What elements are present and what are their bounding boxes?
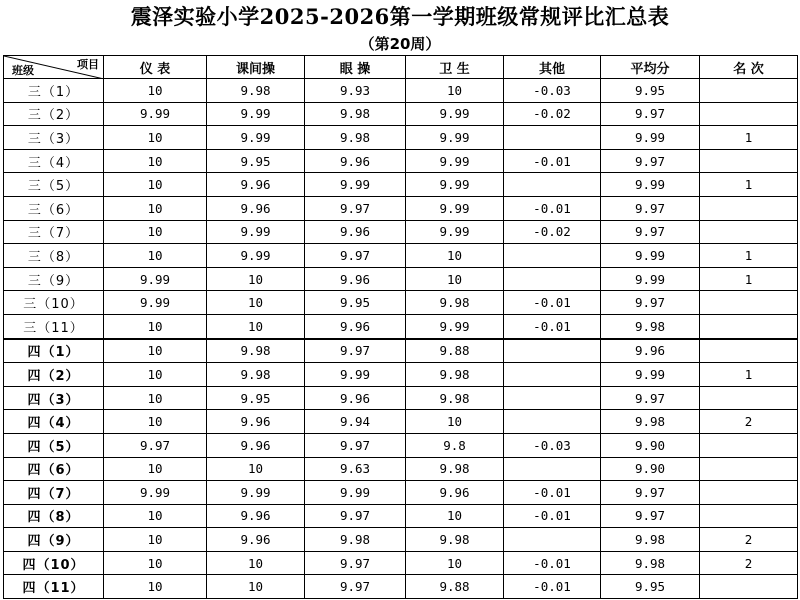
other-cell: -0.01 <box>504 314 601 338</box>
evaluation-table <box>3 55 798 599</box>
class-name-cell: 三（10） <box>4 291 104 315</box>
eye-exercise-cell: 9.97 <box>305 504 406 528</box>
column-header-hygiene: 卫 生 <box>406 56 504 79</box>
table-row <box>4 410 798 434</box>
other-cell <box>504 528 601 552</box>
rank-cell <box>700 481 798 505</box>
eye-exercise-cell: 9.99 <box>305 173 406 197</box>
table-row <box>4 149 798 173</box>
table-row <box>4 528 798 552</box>
rank-cell <box>700 102 798 126</box>
corner-header-cell <box>4 56 104 79</box>
table-row <box>4 314 798 338</box>
other-cell: -0.01 <box>504 149 601 173</box>
class-name-cell: 四（6） <box>4 457 104 481</box>
hygiene-cell: 10 <box>406 244 504 268</box>
rank-cell <box>700 457 798 481</box>
average-cell: 9.90 <box>601 457 700 481</box>
appearance-cell: 9.97 <box>104 433 207 457</box>
hygiene-cell: 10 <box>406 267 504 291</box>
appearance-cell: 10 <box>104 173 207 197</box>
rank-cell: 1 <box>700 173 798 197</box>
column-header-rank: 名 次 <box>700 56 798 79</box>
hygiene-cell: 9.98 <box>406 363 504 387</box>
hygiene-cell: 10 <box>406 551 504 575</box>
class-name-cell: 四（4） <box>4 410 104 434</box>
appearance-cell: 10 <box>104 504 207 528</box>
table-row <box>4 363 798 387</box>
table-row <box>4 481 798 505</box>
column-header-exercise: 课间操 <box>207 56 305 79</box>
other-cell <box>504 386 601 410</box>
eye-exercise-cell: 9.94 <box>305 410 406 434</box>
rank-cell: 2 <box>700 410 798 434</box>
table-row <box>4 457 798 481</box>
class-name-cell: 三（3） <box>4 126 104 150</box>
other-cell: -0.03 <box>504 433 601 457</box>
average-cell: 9.99 <box>601 363 700 387</box>
exercise-cell: 10 <box>207 551 305 575</box>
average-cell: 9.97 <box>601 504 700 528</box>
rank-cell <box>700 433 798 457</box>
exercise-cell: 9.99 <box>207 481 305 505</box>
average-cell: 9.99 <box>601 244 700 268</box>
exercise-cell: 9.98 <box>207 79 305 103</box>
hygiene-cell: 9.88 <box>406 575 504 599</box>
other-cell: -0.01 <box>504 551 601 575</box>
corner-class-label: 班级 <box>12 64 34 77</box>
appearance-cell: 10 <box>104 220 207 244</box>
exercise-cell: 10 <box>207 267 305 291</box>
eye-exercise-cell: 9.96 <box>305 149 406 173</box>
hygiene-cell: 9.99 <box>406 173 504 197</box>
average-cell: 9.97 <box>601 196 700 220</box>
week-subtitle: （第20周） <box>359 35 441 53</box>
eye-exercise-cell: 9.99 <box>305 363 406 387</box>
eye-exercise-cell: 9.96 <box>305 220 406 244</box>
exercise-cell: 9.96 <box>207 433 305 457</box>
other-cell <box>504 457 601 481</box>
class-name-cell: 三（9） <box>4 267 104 291</box>
exercise-cell: 10 <box>207 291 305 315</box>
rank-cell <box>700 314 798 338</box>
other-cell: -0.01 <box>504 504 601 528</box>
eye-exercise-cell: 9.97 <box>305 433 406 457</box>
class-name-cell: 三（4） <box>4 149 104 173</box>
average-cell: 9.90 <box>601 433 700 457</box>
appearance-cell: 10 <box>104 126 207 150</box>
column-header-eye-exercise: 眼 操 <box>305 56 406 79</box>
rank-cell <box>700 220 798 244</box>
other-cell: -0.01 <box>504 196 601 220</box>
hygiene-cell: 10 <box>406 410 504 434</box>
other-cell: -0.02 <box>504 102 601 126</box>
table-row <box>4 386 798 410</box>
class-name-cell: 三（1） <box>4 79 104 103</box>
class-name-cell: 四（11） <box>4 575 104 599</box>
eye-exercise-cell: 9.98 <box>305 102 406 126</box>
exercise-cell: 10 <box>207 314 305 338</box>
eye-exercise-cell: 9.97 <box>305 244 406 268</box>
appearance-cell: 9.99 <box>104 267 207 291</box>
exercise-cell: 9.96 <box>207 528 305 552</box>
exercise-cell: 9.99 <box>207 126 305 150</box>
class-name-cell: 三（6） <box>4 196 104 220</box>
exercise-cell: 9.96 <box>207 504 305 528</box>
average-cell: 9.98 <box>601 528 700 552</box>
appearance-cell: 10 <box>104 410 207 434</box>
page-title: 震泽实验小学2025-2026第一学期班级常规评比汇总表 <box>130 4 670 29</box>
eye-exercise-cell: 9.96 <box>305 267 406 291</box>
rank-cell: 1 <box>700 363 798 387</box>
exercise-cell: 9.96 <box>207 173 305 197</box>
appearance-cell: 10 <box>104 79 207 103</box>
hygiene-cell: 9.99 <box>406 102 504 126</box>
class-name-cell: 三（2） <box>4 102 104 126</box>
average-cell: 9.99 <box>601 173 700 197</box>
appearance-cell: 10 <box>104 314 207 338</box>
class-name-cell: 四（10） <box>4 551 104 575</box>
table-row <box>4 79 798 103</box>
class-name-cell: 三（7） <box>4 220 104 244</box>
rank-cell <box>700 291 798 315</box>
column-header-average: 平均分 <box>601 56 700 79</box>
eye-exercise-cell: 9.96 <box>305 386 406 410</box>
hygiene-cell: 9.88 <box>406 339 504 363</box>
exercise-cell: 9.98 <box>207 339 305 363</box>
class-name-cell: 四（8） <box>4 504 104 528</box>
rank-cell: 1 <box>700 126 798 150</box>
average-cell: 9.98 <box>601 551 700 575</box>
appearance-cell: 10 <box>104 149 207 173</box>
appearance-cell: 9.99 <box>104 291 207 315</box>
exercise-cell: 9.96 <box>207 410 305 434</box>
table-row <box>4 173 798 197</box>
class-name-cell: 三（11） <box>4 314 104 338</box>
average-cell: 9.97 <box>601 220 700 244</box>
average-cell: 9.99 <box>601 267 700 291</box>
eye-exercise-cell: 9.97 <box>305 339 406 363</box>
exercise-cell: 9.99 <box>207 102 305 126</box>
column-header-appearance: 仪 表 <box>104 56 207 79</box>
other-cell <box>504 173 601 197</box>
hygiene-cell: 9.99 <box>406 220 504 244</box>
other-cell <box>504 244 601 268</box>
exercise-cell: 9.96 <box>207 196 305 220</box>
rank-cell <box>700 149 798 173</box>
class-name-cell: 四（1） <box>4 339 104 363</box>
appearance-cell: 9.99 <box>104 481 207 505</box>
exercise-cell: 9.99 <box>207 244 305 268</box>
rank-cell: 2 <box>700 551 798 575</box>
exercise-cell: 10 <box>207 575 305 599</box>
other-cell <box>504 126 601 150</box>
exercise-cell: 10 <box>207 457 305 481</box>
appearance-cell: 10 <box>104 386 207 410</box>
table-row <box>4 220 798 244</box>
hygiene-cell: 10 <box>406 504 504 528</box>
average-cell: 9.95 <box>601 575 700 599</box>
appearance-cell: 10 <box>104 551 207 575</box>
table-row <box>4 267 798 291</box>
eye-exercise-cell: 9.96 <box>305 314 406 338</box>
eye-exercise-cell: 9.95 <box>305 291 406 315</box>
class-name-cell: 三（8） <box>4 244 104 268</box>
rank-cell <box>700 79 798 103</box>
appearance-cell: 10 <box>104 196 207 220</box>
appearance-cell: 10 <box>104 363 207 387</box>
class-name-cell: 四（5） <box>4 433 104 457</box>
hygiene-cell: 9.98 <box>406 528 504 552</box>
other-cell <box>504 339 601 363</box>
table-row <box>4 102 798 126</box>
hygiene-cell: 9.99 <box>406 149 504 173</box>
average-cell: 9.97 <box>601 291 700 315</box>
rank-cell <box>700 575 798 599</box>
class-name-cell: 四（3） <box>4 386 104 410</box>
exercise-cell: 9.99 <box>207 220 305 244</box>
average-cell: 9.98 <box>601 410 700 434</box>
table-row <box>4 126 798 150</box>
hygiene-cell: 9.99 <box>406 126 504 150</box>
appearance-cell: 9.99 <box>104 102 207 126</box>
hygiene-cell: 9.99 <box>406 314 504 338</box>
average-cell: 9.96 <box>601 339 700 363</box>
appearance-cell: 10 <box>104 339 207 363</box>
hygiene-cell: 10 <box>406 79 504 103</box>
table-body <box>4 79 798 599</box>
table-row <box>4 244 798 268</box>
eye-exercise-cell: 9.98 <box>305 126 406 150</box>
other-cell: -0.03 <box>504 79 601 103</box>
hygiene-cell: 9.98 <box>406 386 504 410</box>
rank-cell: 1 <box>700 267 798 291</box>
eye-exercise-cell: 9.63 <box>305 457 406 481</box>
rank-cell <box>700 339 798 363</box>
average-cell: 9.97 <box>601 102 700 126</box>
table-row <box>4 433 798 457</box>
eye-exercise-cell: 9.98 <box>305 528 406 552</box>
average-cell: 9.98 <box>601 314 700 338</box>
eye-exercise-cell: 9.99 <box>305 481 406 505</box>
hygiene-cell: 9.96 <box>406 481 504 505</box>
average-cell: 9.97 <box>601 386 700 410</box>
eye-exercise-cell: 9.97 <box>305 196 406 220</box>
table-row <box>4 339 798 363</box>
table-row <box>4 575 798 599</box>
column-header-other: 其他 <box>504 56 601 79</box>
average-cell: 9.95 <box>601 79 700 103</box>
appearance-cell: 10 <box>104 528 207 552</box>
class-name-cell: 四（9） <box>4 528 104 552</box>
table-row <box>4 504 798 528</box>
class-name-cell: 四（2） <box>4 363 104 387</box>
class-name-cell: 四（7） <box>4 481 104 505</box>
exercise-cell: 9.98 <box>207 363 305 387</box>
average-cell: 9.99 <box>601 126 700 150</box>
hygiene-cell: 9.99 <box>406 196 504 220</box>
eye-exercise-cell: 9.97 <box>305 575 406 599</box>
exercise-cell: 9.95 <box>207 149 305 173</box>
hygiene-cell: 9.8 <box>406 433 504 457</box>
hygiene-cell: 9.98 <box>406 457 504 481</box>
other-cell: -0.01 <box>504 575 601 599</box>
table-row <box>4 551 798 575</box>
other-cell: -0.01 <box>504 481 601 505</box>
other-cell <box>504 363 601 387</box>
rank-cell <box>700 386 798 410</box>
exercise-cell: 9.95 <box>207 386 305 410</box>
appearance-cell: 10 <box>104 575 207 599</box>
rank-cell <box>700 196 798 220</box>
header-row <box>4 56 798 79</box>
appearance-cell: 10 <box>104 244 207 268</box>
rank-cell <box>700 504 798 528</box>
other-cell <box>504 410 601 434</box>
eye-exercise-cell: 9.93 <box>305 79 406 103</box>
rank-cell: 1 <box>700 244 798 268</box>
average-cell: 9.97 <box>601 481 700 505</box>
average-cell: 9.97 <box>601 149 700 173</box>
rank-cell: 2 <box>700 528 798 552</box>
hygiene-cell: 9.98 <box>406 291 504 315</box>
other-cell <box>504 267 601 291</box>
corner-item-label: 项目 <box>77 58 99 71</box>
eye-exercise-cell: 9.97 <box>305 551 406 575</box>
other-cell: -0.01 <box>504 291 601 315</box>
appearance-cell: 10 <box>104 457 207 481</box>
class-name-cell: 三（5） <box>4 173 104 197</box>
other-cell: -0.02 <box>504 220 601 244</box>
table-row <box>4 196 798 220</box>
table-row <box>4 291 798 315</box>
